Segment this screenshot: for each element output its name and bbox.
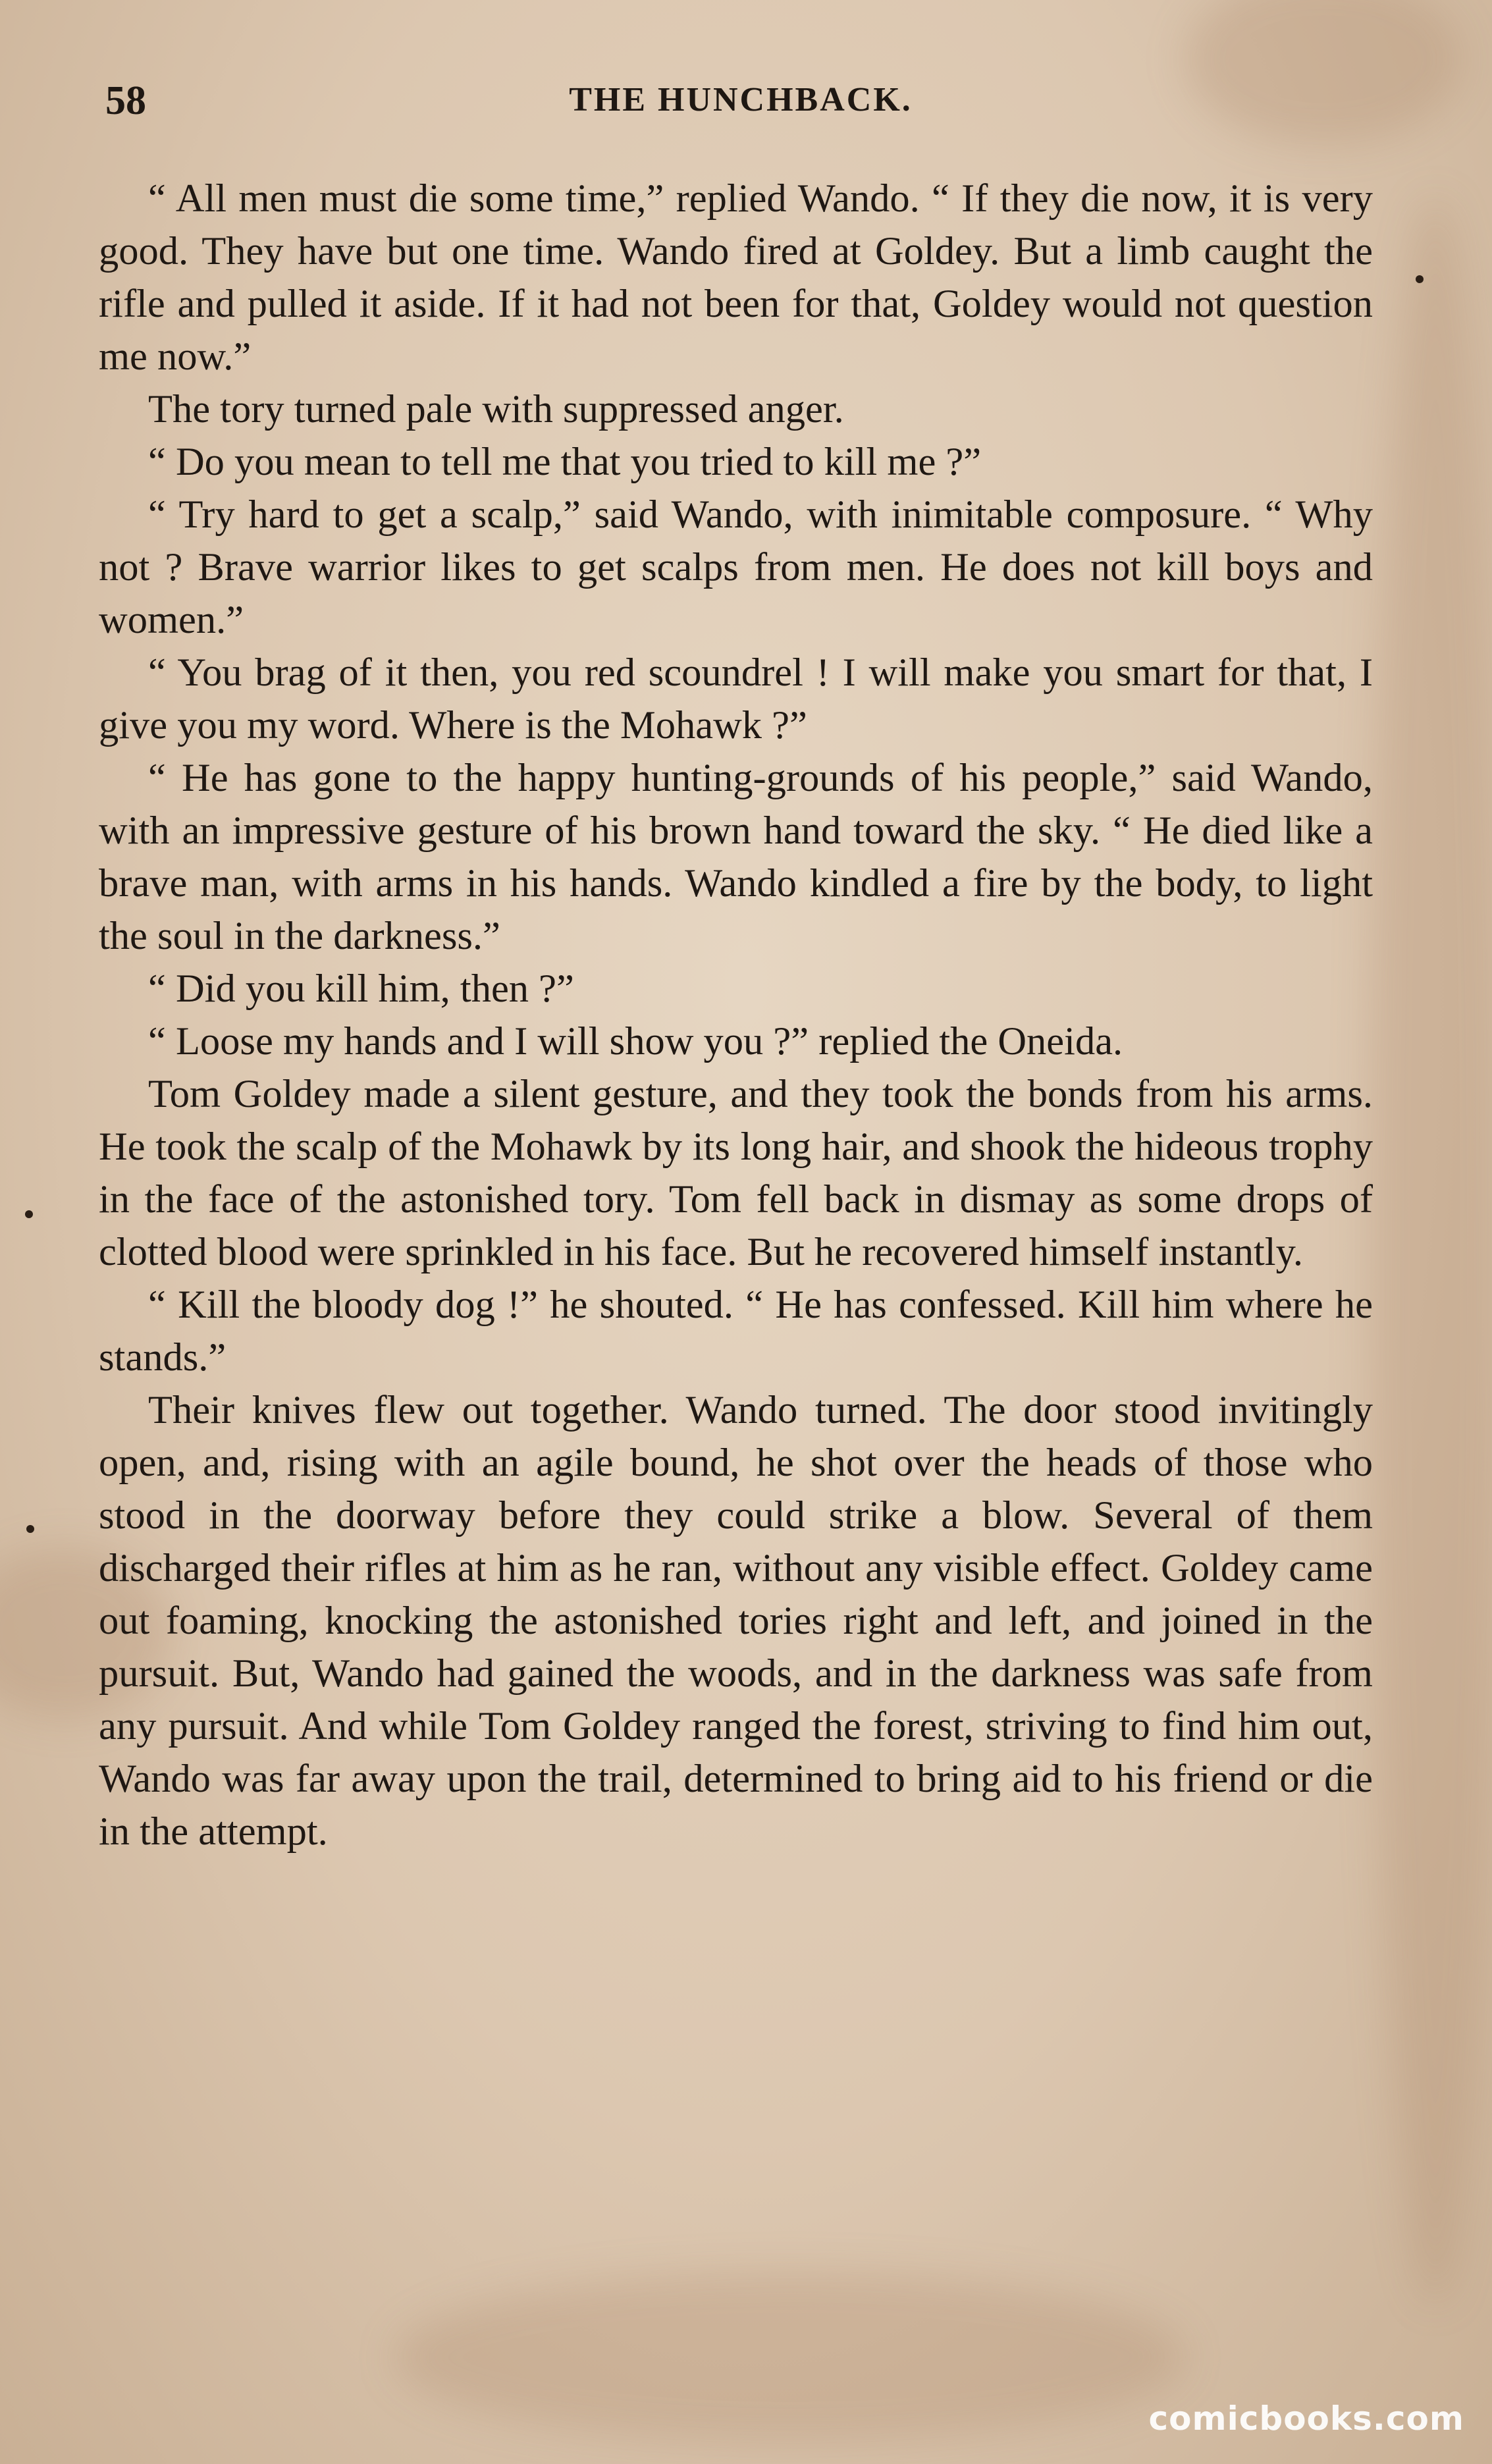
paragraph: “ Try hard to get a scalp,” said Wando, with inimitable composure. “ Why not ? Brave warrior likes to get scalps from men. He does not kill boys and women.” [99,493,1373,642]
paragraph: The tory turned pale with suppressed anger. [148,387,844,431]
paragraph: “ Do you mean to tell me that you tried to kill me ?” [148,440,982,484]
page-stain [1370,198,1492,2305]
ink-speck [26,1525,34,1533]
body-text [99,173,1373,1858]
paragraph: “ Kill the bloody dog !” he shouted. “ He has confessed. Kill him where he stands.” [99,1283,1373,1379]
ink-speck [25,1210,33,1218]
page-stain [395,2272,1185,2443]
paragraph: “ Loose my hands and I will show you ?” replied the Oneida. [148,1019,1123,1063]
page-header [99,78,1383,130]
page-number: 58 [105,78,146,123]
paragraph: “ All men must die some time,” replied Wando. “ If they die now, it is very good. They have but one time. Wando fired at Goldey. But a limb caught the rifle and pulled it aside. If it had not been for that, Goldey would not question me now.” [99,176,1373,379]
paragraph: Their knives flew out together. Wando turned. The door stood invitingly open, and, rising with an agile bound, he shot over the heads of those who stood in the doorway before they could strike a blow. Several of them discharged their rifles at him as he ran, without any visible effect. Goldey came out foaming, knocking the astonished tories right and left, and joined in the pursuit. But, Wando had gained the woods, and in the darkness was safe from any pursuit. And while Tom Goldey ranged the forest, striving to find him out, Wando was far away upon the trail, determined to bring aid to his friend or die in the attempt. [99,1388,1373,1854]
running-title: THE HUNCHBACK. [569,81,913,119]
paragraph: Tom Goldey made a silent gesture, and they took the bonds from his arms. He took the scalp of the Mohawk by its long hair, and shook the hideous trophy in the face of the astonished tory. Tom fell back in dismay as some drops of clotted blood were sprinkled in his face. But he recovered himself instantly. [99,1072,1373,1274]
paragraph: “ You brag of it then, you red scoundrel ! I will make you smart for that, I give you my word. Where is the Mohawk ?” [99,651,1373,747]
paragraph: “ He has gone to the happy hunting-grounds of his people,” said Wando, with an impressive gesture of his brown hand toward the sky. “ He died like a brave man, with arms in his hands. Wando kindled a fire by the body, to light the soul in the darkness.” [99,756,1373,958]
paragraph: “ Did you kill him, then ?” [148,967,574,1011]
ink-speck [1416,275,1424,283]
watermark: comicbooks.com [1148,2399,1464,2438]
